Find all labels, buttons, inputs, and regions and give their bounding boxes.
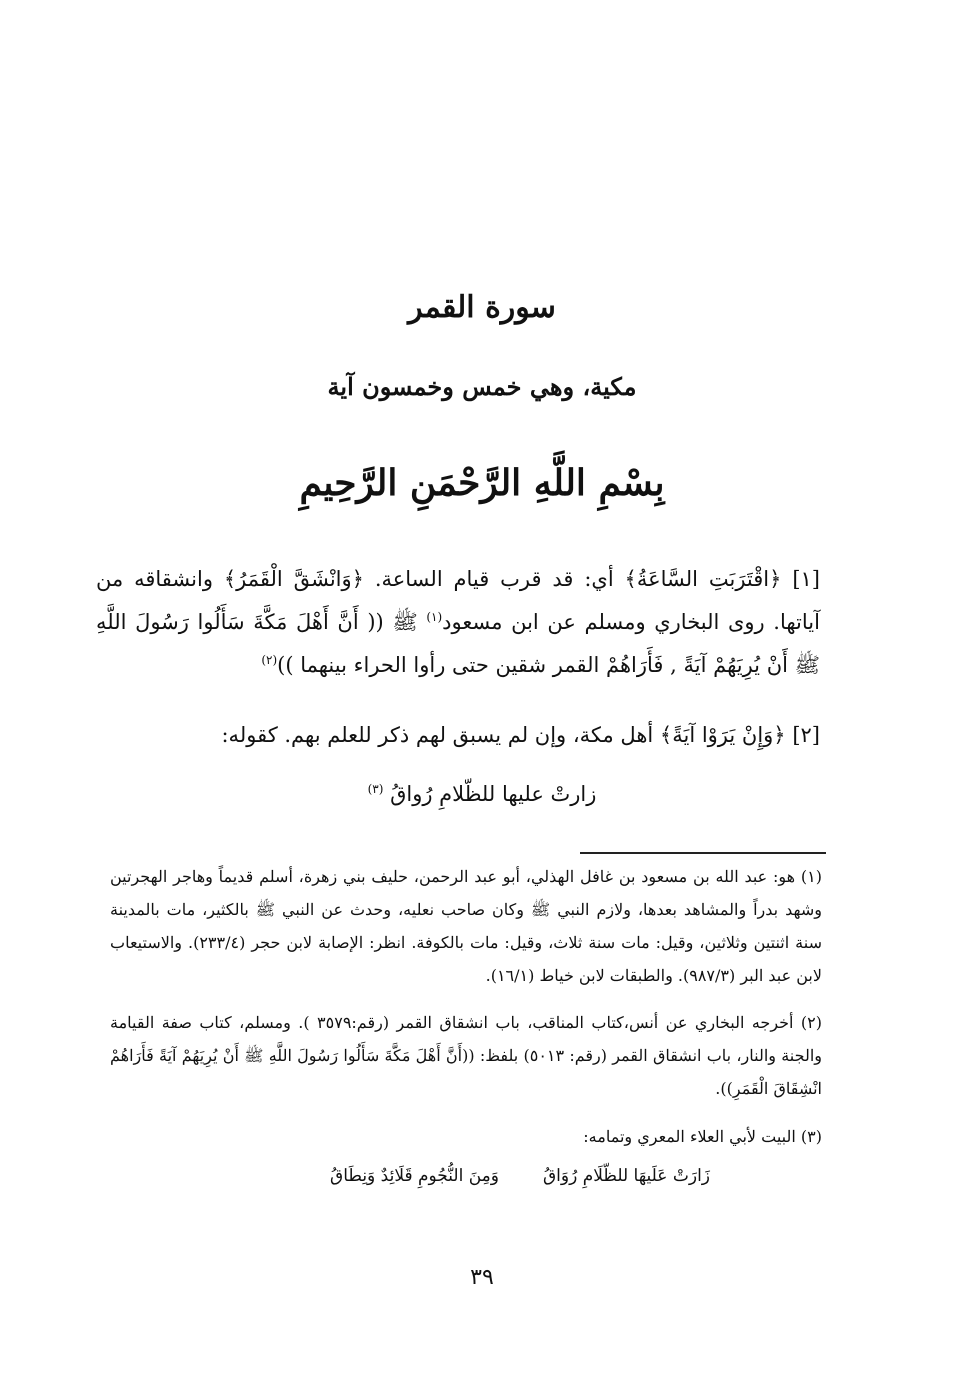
paragraph-text-continued: ﷺ (( أَنَّ أَهْلَ مَكَّةَ سَأَلُوا رَسُولَ اللَّهِ ﷺ أَنْ يُرِيَهُمْ آيَةً , فَأَرَاهُمْ القمر شقين حتى رأوا الحراء بينهما )) — [96, 610, 820, 677]
poem-first-hemistich: زَارَتْ عَلَيهَا للظّلَامِ رُوَاقُ — [542, 1166, 710, 1186]
verse-number: [١] — [792, 567, 820, 591]
poem-couplet — [330, 1166, 710, 1186]
poetry-text: زارتْ عليها للظّلامِ رُواقُ — [390, 782, 597, 806]
paragraph-verse-2 — [96, 716, 820, 754]
footnote-ref: (١) — [426, 610, 443, 624]
paragraph-verse-1 — [96, 560, 820, 684]
footnote-ref: (٣) — [367, 782, 384, 796]
paragraph-text: ﴿اقْتَرَبَتِ السَّاعَةُ﴾ أي: قد قرب قيام الساعة. ﴿وَانْشَقَّ الْقَمَرُ﴾ وانشقاقه من آياتها. روى البخاري ومسلم عن ابن مسعود — [96, 567, 820, 634]
poem-second-hemistich: وَمِنَ النُّجُومِ قَلَائِدٌ وَنِطَاقُ — [330, 1166, 499, 1186]
quoted-poetry-line — [0, 782, 964, 806]
surah-title: سورة القمر — [408, 290, 556, 325]
surah-info: مكية، وهي خمس وخمسون آية — [327, 372, 637, 401]
footnote-2: (٢) أخرجه البخاري عن أنس،كتاب المناقب، باب انشقاق القمر (رقم:٣٥٧٩ ). ومسلم، كتاب صفة القيامة والجنة والنار، باب انشقاق القمر (رقم: ٥٠١٣) بلفظ: ((أَنَّ أَهْلَ مَكَّةَ سَأَلُوا رَسُولَ اللَّهِ ﷺ أَنْ يُرِيَهُمْ آيَةً فَأَرَاهُمْ انْشِقَاقَ الْقَمَرِ)). — [110, 1013, 823, 1098]
footnote-3: (٣) البيت لأبي العلاء المعري وتمامه: — [583, 1127, 822, 1146]
footnote-separator — [580, 852, 826, 854]
verse-number: [٢] — [792, 723, 820, 747]
footnote-ref: (٢) — [261, 653, 278, 667]
paragraph-text: ﴿وَإِنْ يَرَوْا آيَةً﴾ أهل مكة، وإن لم يسبق لهم ذكر للعلم بهم. كقوله: — [221, 723, 786, 747]
page-number: ٣٩ — [470, 1265, 494, 1290]
footnote-1: (١) هو: عبد الله بن مسعود بن غافل الهذلي، أبو عبد الرحمن، حليف بني زهرة، أسلم قديماً وهاجر الهجرتين وشهد بدراً والمشاهد بعدها، ولازم النبي ﷺ وكان صاحب نعليه، وحدث عن النبي ﷺ بالكثير، مات بالمدينة سنة اثنتين وثلاثين، وقيل: مات سنة ثلاث، وقيل: مات بالكوفة. انظر: الإصابة لابن حجر (٢٣٣/٤). والاستيعاب لابن عبد البر (٩٨٧/٣). والطبقات لابن خياط (١٦/١). — [110, 867, 822, 985]
basmala: بِسْمِ اللَّهِ الرَّحْمَنِ الرَّحِيمِ — [299, 462, 665, 504]
